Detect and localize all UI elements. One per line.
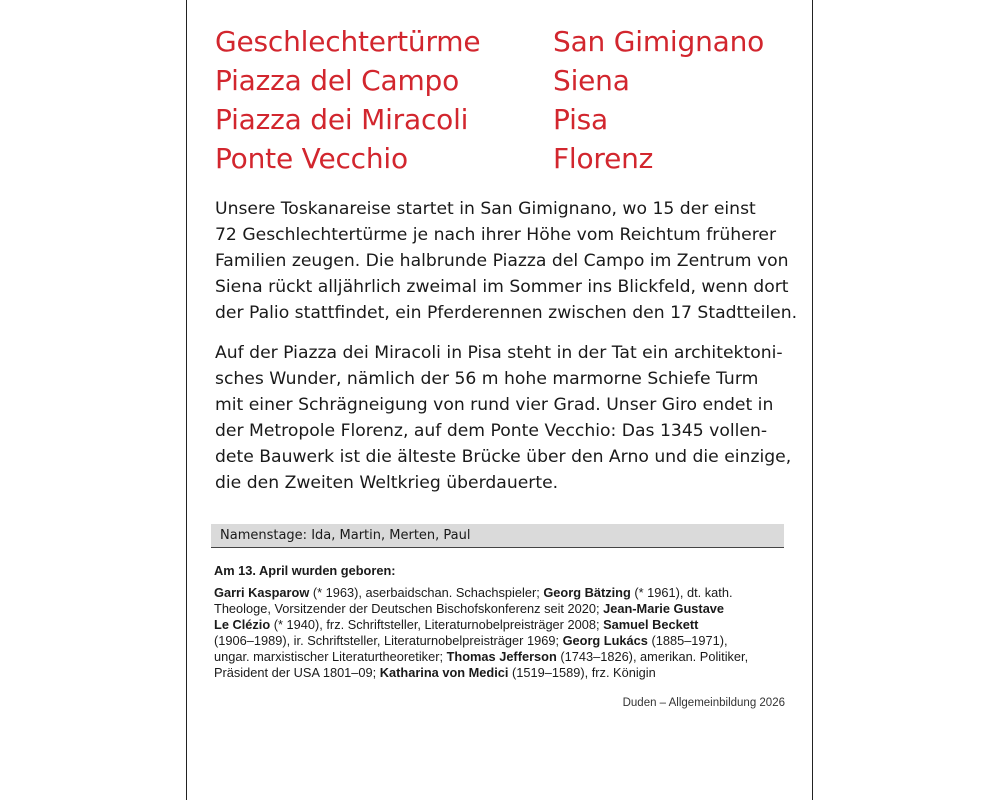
- text-line: dete Bauwerk ist die älteste Brücke über den Arno und die einzige,: [215, 447, 792, 467]
- person-name: Garri Kasparow: [214, 585, 310, 600]
- person-name: Thomas Jefferson: [446, 649, 557, 664]
- text-line: mit einer Schrägneigung von rund vier Grad. Unser Giro endet in: [215, 395, 774, 415]
- text-line: 72 Geschlechtertürme je nach ihrer Höhe vom Reichtum früherer: [215, 225, 777, 245]
- heading-row: [215, 61, 805, 100]
- heading-sight: Piazza del Campo: [215, 64, 460, 97]
- namenstage-label: Namenstage:: [220, 528, 308, 543]
- birthday-line: [214, 601, 789, 617]
- heading-city: Florenz: [553, 142, 654, 175]
- person-info: Theologe, Vorsitzender der Deutschen Bischofskonferenz seit 2020;: [214, 601, 604, 616]
- heading-city: Siena: [553, 64, 630, 97]
- person-name: Jean-Marie Gustave: [603, 601, 725, 616]
- heading-row: [215, 139, 805, 178]
- birthdays-title: Am 13. April wurden geboren:: [214, 563, 396, 578]
- birthdays-text: [214, 585, 789, 681]
- person-name: Katharina von Medici: [379, 665, 509, 680]
- person-info: (* 1963), aserbaidschan. Schachspieler;: [309, 585, 544, 600]
- heading-row: [215, 22, 805, 61]
- person-info: (1743–1826), amerikan. Politiker,: [556, 649, 749, 664]
- birthday-line: [214, 649, 789, 665]
- person-info: (* 1961), dt. kath.: [630, 585, 733, 600]
- text-line: Auf der Piazza dei Miracoli in Pisa steht in der Tat ein architektoni-: [215, 343, 783, 363]
- birthdays-section: [214, 563, 789, 681]
- person-info: Präsident der USA 1801–09;: [214, 665, 380, 680]
- heading-list: [215, 22, 805, 178]
- heading-city: Pisa: [553, 103, 608, 136]
- person-info: (* 1940), frz. Schriftsteller, Literaturnobelpreisträger 2008;: [270, 617, 604, 632]
- person-name: Georg Lukács: [562, 633, 648, 648]
- text-line: Siena rückt alljährlich zweimal im Sommer ins Blickfeld, wenn dort: [215, 277, 789, 297]
- person-name: Samuel Beckett: [603, 617, 699, 632]
- person-name: Le Clézio: [214, 617, 271, 632]
- paragraph-main: [215, 340, 790, 496]
- heading-sight: Piazza dei Miracoli: [215, 103, 469, 136]
- birthday-line: [214, 617, 789, 633]
- heading-sight: Geschlechtertürme: [215, 25, 481, 58]
- footer-credit: Duden – Allgemeinbildung 2026: [622, 697, 785, 709]
- text-line: der Metropole Florenz, auf dem Ponte Vecchio: Das 1345 vollen-: [215, 421, 768, 441]
- heading-row: [215, 100, 805, 139]
- birthday-line: [214, 585, 789, 601]
- person-info: (1906–1989), ir. Schriftsteller, Literaturnobelpreisträger 1969;: [214, 633, 563, 648]
- namenstage-bar: [211, 524, 784, 548]
- text-line: Familien zeugen. Die halbrunde Piazza del Campo im Zentrum von: [215, 251, 789, 271]
- text-line: die den Zweiten Weltkrieg überdauerte.: [215, 473, 559, 493]
- namenstage-names: Ida, Martin, Merten, Paul: [311, 528, 471, 543]
- text-line: sches Wunder, nämlich der 56 m hohe marmorne Schiefe Turm: [215, 369, 759, 389]
- person-info: (1885–1971),: [647, 633, 728, 648]
- text-line: Unsere Toskanareise startet in San Gimignano, wo 15 der einst: [215, 199, 756, 219]
- person-name: Georg Bätzing: [543, 585, 631, 600]
- birthday-line: [214, 665, 789, 681]
- heading-city: San Gimignano: [553, 25, 765, 58]
- heading-sight: Ponte Vecchio: [215, 142, 408, 175]
- birthday-line: [214, 633, 789, 649]
- person-info: ungar. marxistischer Literaturtheoretiker;: [214, 649, 447, 664]
- person-info: (1519–1589), frz. Königin: [508, 665, 656, 680]
- text-line: der Palio stattfindet, ein Pferderennen zwischen den 17 Stadtteilen.: [215, 303, 798, 323]
- paragraph-intro: [215, 196, 798, 326]
